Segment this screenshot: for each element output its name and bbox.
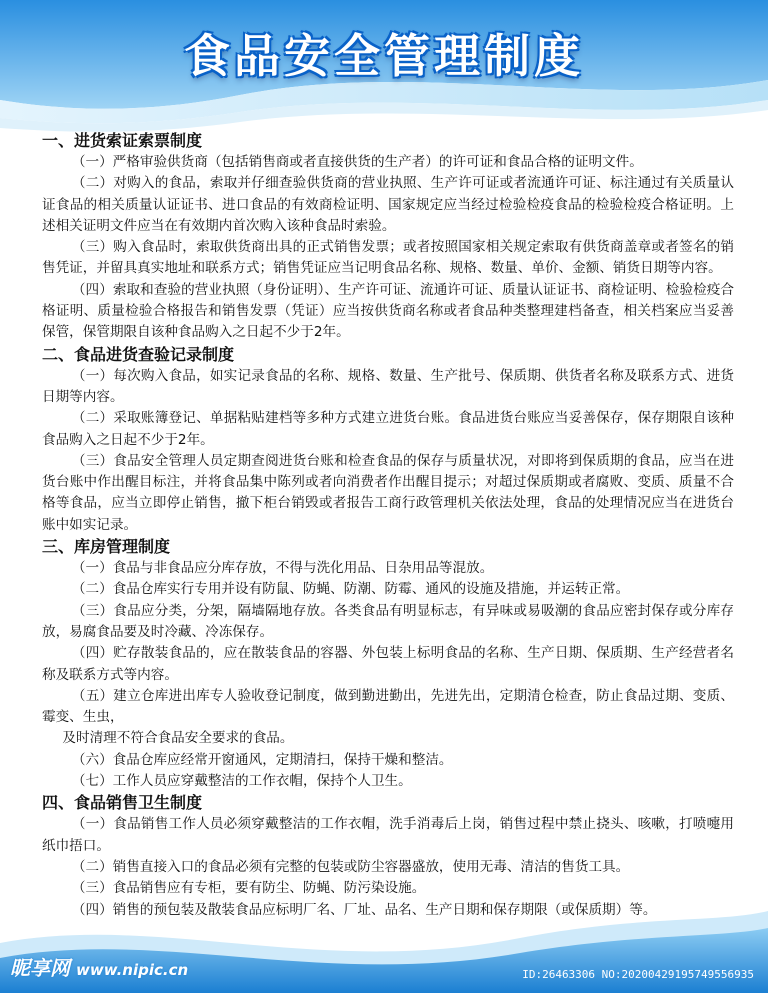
watermark-name: 昵享网 — [10, 956, 70, 980]
paragraph: （三）食品安全管理人员定期查阅进货台账和检查食品的保存与质量状况，对即将到保质期的食品，应当在进货台账中作出醒目标注，并将食品集中陈列或者向消费者作出醒目提示；对超过保质期或者腐败、变质、质量不合格等食品，应当立即停止销售，撤下柜台销毁或者报告工商行政管理机关依法处理，食品的处理情况应当在进货台账中如实记录。 — [42, 452, 734, 533]
paragraph: （一）食品销售工作人员必须穿戴整洁的工作衣帽，洗手消毒后上岗，销售过程中禁止挠头、咳嗽，打喷嚏用纸巾捂口。 — [42, 816, 734, 854]
section-heading: 三、库房管理制度 — [42, 537, 171, 557]
section-heading: 二、食品进货查验记录制度 — [42, 344, 235, 364]
section-heading: 四、食品销售卫生制度 — [42, 793, 203, 813]
paragraph: （二）食品仓库实行专用并设有防鼠、防蝇、防潮、防霉、通风的设施及措施，并运转正常。 — [71, 581, 630, 598]
paragraph: （二）采取账簿登记、单据粘贴建档等多种方式建立进货台账。食品进货台账应当妥善保存，保存期限自该种食品购入之日起不少于2年。 — [42, 410, 734, 448]
image-id-text: ID:26463306 NO:20200429195749556935 — [522, 968, 754, 981]
paragraph: （三）食品销售应有专柜，要有防尘、防蝇、防污染设施。 — [71, 880, 426, 897]
paragraph: 及时清理不符合食品安全要求的食品。 — [62, 730, 294, 747]
watermark-url: www.nipic.cn — [76, 961, 189, 979]
page-title: 食品安全管理制度 — [184, 29, 584, 83]
paragraph: （三）购入食品时，索取供货商出具的正式销售发票；或者按照国家相关规定索取有供货商盖章或者签名的销售凭证，并留具真实地址和联系方式；销售凭证应当记明食品名称、规格、数量、单价、金额、销货日期等内容。 — [42, 239, 734, 277]
paragraph: （一）严格审验供货商（包括销售商或者直接供货的生产者）的许可证和食品合格的证明文件。 — [71, 154, 643, 170]
paragraph: （三）食品应分类，分架，隔墙隔地存放。各类食品有明显标志，有异味或易吸潮的食品应密封保存或分库存放，易腐食品要及时冷藏、冷冻保存。 — [42, 602, 734, 640]
paragraph: （四）贮存散装食品的，应在散装食品的容器、外包装上标明食品的名称、生产日期、保质期、生产经营者名称及联系方式等内容。 — [42, 645, 734, 683]
paragraph: （一）每次购入食品，如实记录食品的名称、规格、数量、生产批号、保质期、供货者名称及联系方式、进货日期等内容。 — [42, 367, 734, 405]
paragraph: （五）建立仓库进出库专人验收登记制度，做到勤进勤出，先进先出，定期清仓检查，防止食品过期、变质、霉变、生虫， — [42, 687, 734, 726]
paragraph: （四）索取和查验的营业执照（身份证明）、生产许可证、流通许可证、质量认证证书、商检证明、检验检疫合格证明、质量检验合格报告和销售发票（凭证）应当按供货商名称或者食品种类整理建档备查，相关档案应当妥善保管，保管期限自该种食品购入之日起不少于2年。 — [42, 281, 734, 341]
paragraph: （二）对购入的食品，索取并仔细查验供货商的营业执照、生产许可证或者流通许可证、标注通过有关质量认证食品的相关质量认证证书、进口食品的有效商检证明、国家规定应当经过检验检疫食品的检验检疫合格证明。上述相关证明文件应当在有效期内首次购入该种食品时索验。 — [42, 175, 734, 234]
paragraph: （六）食品仓库应经常开窗通风，定期清扫，保持干燥和整洁。 — [71, 751, 453, 768]
section-heading: 一、进货索证索票制度 — [42, 131, 203, 150]
paragraph: （二）销售直接入口的食品必须有完整的包装或防尘容器盛放，使用无毒、清洁的售货工具。 — [71, 858, 630, 875]
document-body — [42, 130, 734, 921]
site-watermark-logo — [10, 952, 188, 981]
paragraph: （四）销售的预包装及散装食品应标明厂名、厂址、品名、生产日期和保存期限（或保质期）等。 — [71, 901, 657, 918]
paragraph: （七）工作人员应穿戴整洁的工作衣帽，保持个人卫生。 — [71, 773, 412, 790]
paragraph: （一）食品与非食品应分库存放，不得与洗化用品、日杂用品等混放。 — [71, 560, 494, 577]
